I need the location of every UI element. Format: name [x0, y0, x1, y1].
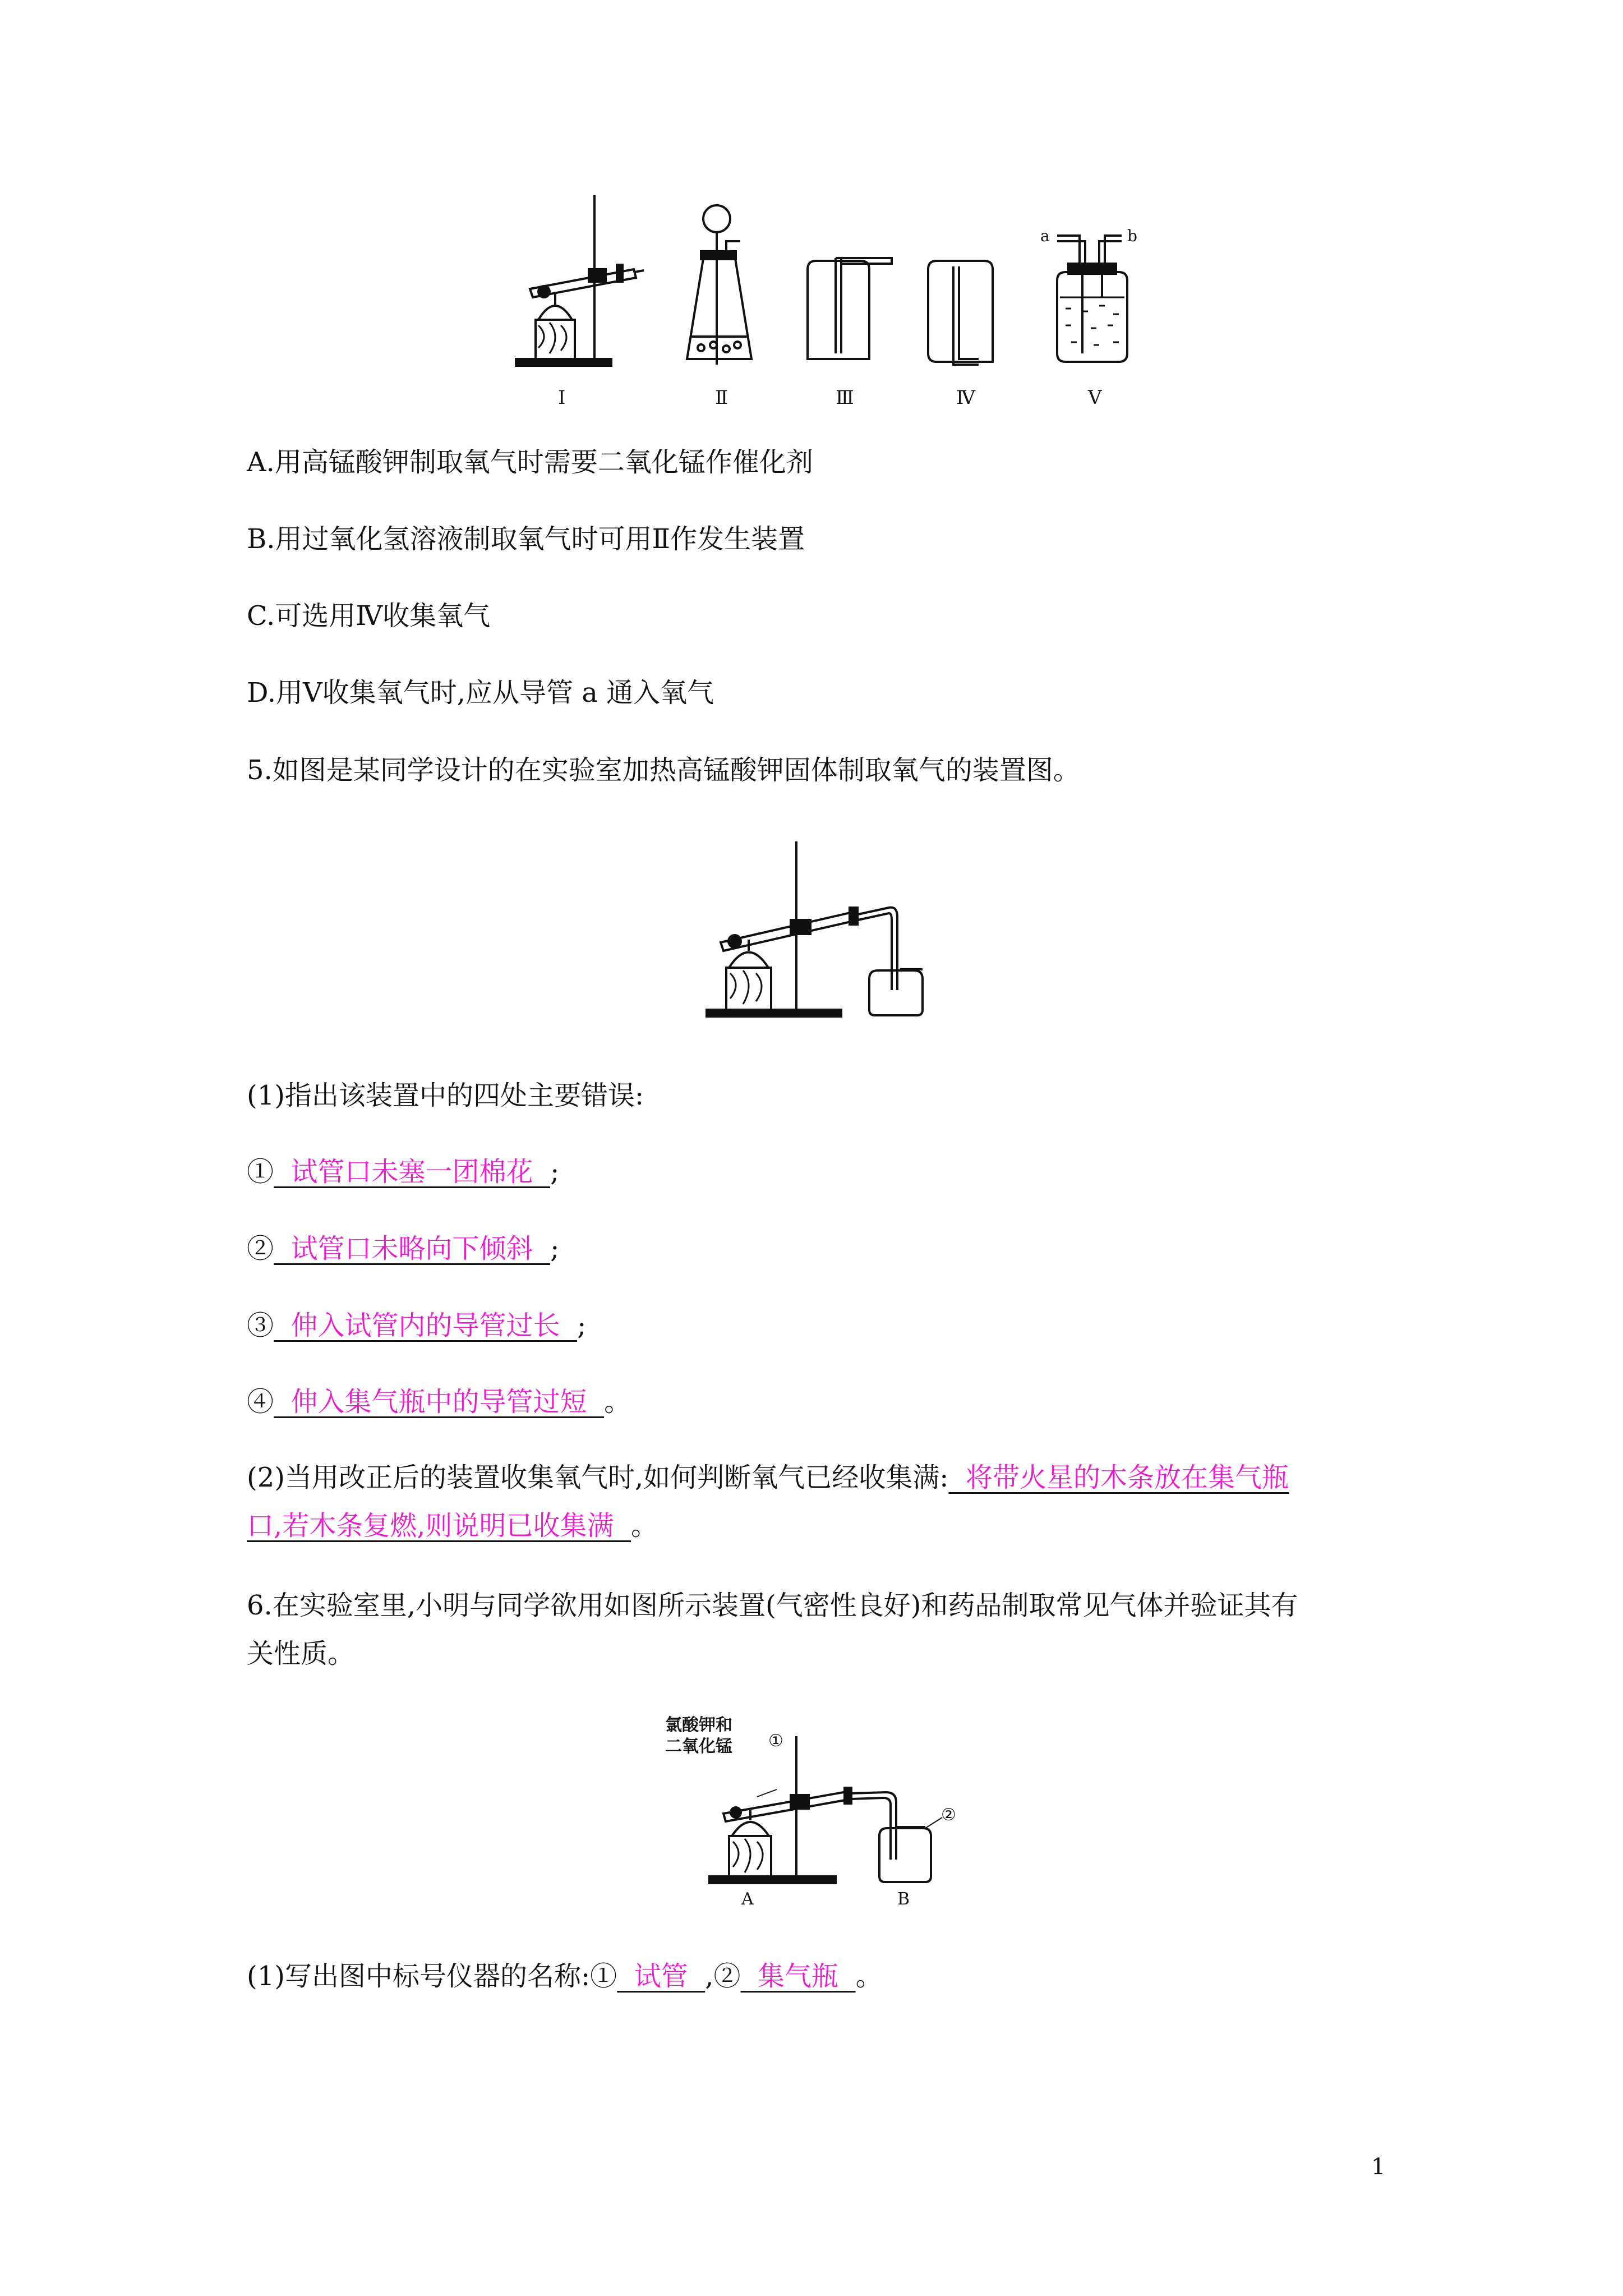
label-A: A	[741, 1889, 754, 1909]
apparatus-svg-2	[695, 836, 931, 1027]
q6-answer-2: 集气瓶	[740, 1961, 856, 1992]
q5-error-2	[247, 1228, 1396, 1269]
apparatus-svg-3	[662, 1708, 998, 1910]
q5-stem: 5.如图是某同学设计的在实验室加热高锰酸钾固体制取氧气的装置图。	[247, 754, 1080, 786]
error-1-answer: 试管口未塞一团棉花	[274, 1156, 551, 1188]
q6-answer-1: 试管	[617, 1961, 706, 1992]
option-a: A.用高锰酸钾制取氧气时需要二氧化锰作催化剂	[247, 447, 813, 478]
q5-error-4	[247, 1382, 1396, 1422]
q5-sub2-line-1	[247, 1457, 1396, 1498]
reagent-label-2: 二氧化锰	[665, 1737, 732, 1756]
option-b: B.用过氧化氢溶液制取氧气时可用Ⅱ作发生装置	[247, 523, 805, 555]
error-3-number: ③	[247, 1310, 274, 1341]
apparatus-svg-1	[505, 185, 1150, 409]
page-number: 1	[1371, 2154, 1386, 2180]
error-4-end: 。	[604, 1386, 631, 1418]
q6-stem-line-2: 关性质。	[247, 1638, 355, 1669]
mark-2-label: ②	[941, 1805, 956, 1825]
q5-error-3	[247, 1305, 1396, 1346]
error-1-number: ①	[247, 1156, 274, 1188]
q5-sub2-answer-2: 口,若木条复燃,则说明已收集满	[247, 1510, 631, 1542]
error-3-answer: 伸入试管内的导管过长	[274, 1310, 578, 1341]
q6-mark-2: ②	[713, 1961, 741, 1992]
label-V: Ⅴ	[1088, 386, 1102, 409]
q6-stem-line-1: 6.在实验室里,小明与同学欲用如图所示装置(气密性良好)和药品制取常见气体并验证其有	[247, 1590, 1298, 1621]
q6-sep: ,	[705, 1961, 714, 1992]
q6-sub1-prefix: (1)写出图中标号仪器的名称:	[247, 1961, 591, 1992]
q5-sub2-line-2	[247, 1506, 1396, 1546]
q6-mark-1: ①	[590, 1961, 617, 1992]
q5-sub1: (1)指出该装置中的四处主要错误:	[247, 1080, 644, 1111]
label-B: B	[897, 1889, 910, 1909]
q5-sub2-end: 。	[631, 1510, 658, 1542]
label-III: Ⅲ	[836, 386, 854, 409]
apparatus-figure-3	[662, 1708, 998, 1910]
apparatus-figure-2	[695, 836, 931, 1027]
q5-sub2-answer-1: 将带火星的木条放在集气瓶	[948, 1462, 1289, 1493]
option-c: C.可选用Ⅳ收集氧气	[247, 600, 491, 632]
error-2-answer: 试管口未略向下倾斜	[274, 1233, 551, 1264]
apparatus-figure-1	[505, 185, 1150, 409]
error-4-number: ④	[247, 1386, 274, 1418]
error-2-number: ②	[247, 1233, 274, 1264]
q5-sub2-prefix: (2)当用改正后的装置收集氧气时,如何判断氧气已经收集满:	[247, 1462, 949, 1493]
q6-end: 。	[855, 1961, 883, 1992]
error-4-answer: 伸入集气瓶中的导管过短	[274, 1386, 605, 1418]
reagent-label-1: 氯酸钾和	[665, 1715, 732, 1735]
port-a-label: a	[1040, 227, 1050, 245]
q5-error-1	[247, 1152, 1396, 1192]
mark-1-label: ①	[768, 1731, 783, 1751]
port-b-label: b	[1127, 227, 1137, 245]
error-2-end: ;	[550, 1233, 560, 1264]
q6-sub1	[247, 1956, 1396, 1996]
label-IV: Ⅳ	[956, 386, 975, 409]
label-II: Ⅱ	[715, 386, 728, 409]
error-1-end: ;	[550, 1156, 560, 1188]
error-3-end: ;	[577, 1310, 587, 1341]
option-d: D.用Ⅴ收集氧气时,应从导管 a 通入氧气	[247, 677, 714, 708]
label-I: Ⅰ	[558, 386, 566, 409]
